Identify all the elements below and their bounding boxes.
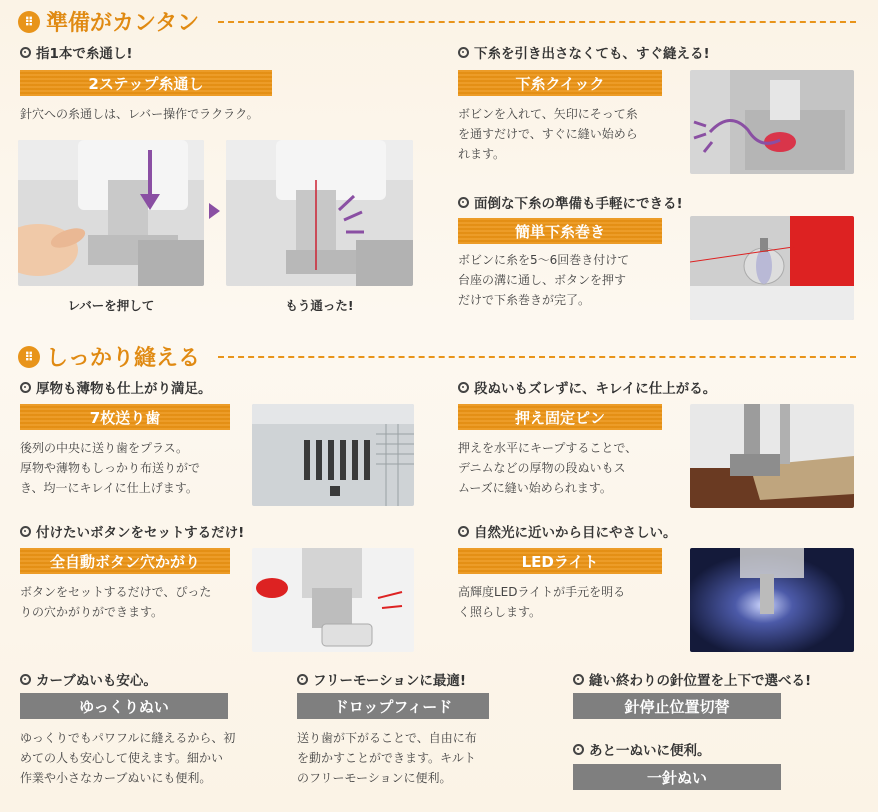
feature-label-foot-pin: 押え固定ピン <box>458 404 662 430</box>
feature-bullet-slow: カーブぬいも安心。 <box>20 669 157 689</box>
feature-label-buttonhole: 全自動ボタン穴かがり <box>20 548 230 574</box>
section-divider <box>218 21 856 23</box>
feature-bullet-bobbin-wind: 面倒な下糸の準備も手軽にできる! <box>458 192 683 212</box>
feature-bullet-buttonhole: 付けたいボタンをセットするだけ! <box>20 521 244 541</box>
section-title-prep: 準備がカンタン <box>46 11 200 36</box>
feature-label-led: LEDライト <box>458 548 662 574</box>
ring-bullet-icon <box>20 526 31 537</box>
photo-feed-dogs <box>252 404 414 506</box>
feature-bullet-drop-feed: フリーモーションに最適! <box>297 669 466 689</box>
ring-bullet-icon <box>297 674 308 685</box>
feature-label-bobbin-quick: 下糸クイック <box>458 70 662 96</box>
feature-bullet-foot-pin: 段ぬいもズレずに、キレイに仕上がる。 <box>458 377 716 397</box>
photo-lever-press <box>18 140 204 286</box>
feature-bullet-needle-stop: 縫い終わりの針位置を上下で選べる! <box>573 669 811 689</box>
ring-bullet-icon <box>20 47 31 58</box>
section-divider <box>218 356 856 358</box>
feature-desc-threading: 針穴への糸通しは、レバー操作でラクラク。 <box>20 107 259 121</box>
section-title-sew: しっかり縫える <box>46 346 201 371</box>
feature-desc-led: 高輝度LEDライトが手元を明る く照らします。 <box>458 585 626 619</box>
photo-bobbin-quick <box>690 70 854 174</box>
button-icon: ⠿ <box>18 346 40 368</box>
button-icon: ⠿ <box>18 11 40 33</box>
ring-bullet-icon <box>20 382 31 393</box>
feature-label-drop-feed: ドロップフィード <box>297 693 489 719</box>
ring-bullet-icon <box>458 197 469 208</box>
section-header-sew <box>18 341 200 372</box>
feature-label-threading: 2ステップ糸通し <box>20 70 272 96</box>
feature-bullet-feed-dogs: 厚物も薄物も仕上がり満足。 <box>20 377 212 397</box>
caption-lever: レバーを押して <box>67 298 155 313</box>
photo-foot-pin <box>690 404 854 508</box>
triangle-right-icon <box>209 203 220 219</box>
ring-bullet-icon <box>573 744 584 755</box>
photo-bobbin-wind <box>690 216 854 320</box>
feature-desc-foot-pin: 押えを水平にキープすることで、 デニムなどの厚物の段ぬいもス ムーズに縫い始められます。 <box>458 441 638 495</box>
feature-bullet-led: 自然光に近いから目にやさしい。 <box>458 521 677 541</box>
feature-desc-slow: ゆっくりでもパワフルに縫えるから、初 めての人も安心して使えます。細かい 作業や小さなカーブぬいにも便利。 <box>20 731 236 785</box>
feature-label-slow: ゆっくりぬい <box>20 693 228 719</box>
ring-bullet-icon <box>458 382 469 393</box>
feature-bullet-one-stitch: あと一ぬいに便利。 <box>573 739 711 759</box>
feature-desc-feed-dogs: 後列の中央に送り歯をプラス。 厚物や薄物もしっかり布送りがで き、均一にキレイに仕上げます。 <box>20 441 201 495</box>
feature-desc-drop-feed: 送り歯が下がることで、自由に布 を動かすことができます。キルト のフリーモーションに便利。 <box>297 731 477 785</box>
ring-bullet-icon <box>573 674 584 685</box>
feature-label-feed-dogs: 7枚送り歯 <box>20 404 230 430</box>
section-header-prep <box>18 6 199 37</box>
feature-bullet-bobbin-quick: 下糸を引き出さなくても、すぐ縫える! <box>458 42 710 62</box>
feature-desc-bobbin-quick: ボビンを入れて、矢印にそって糸 を通すだけで、すぐに縫い始めら れます。 <box>458 107 638 161</box>
feature-desc-buttonhole: ボタンをセットするだけで、ぴった りの穴かがりができます。 <box>20 585 212 619</box>
ring-bullet-icon <box>20 674 31 685</box>
feature-desc-bobbin-wind: ボビンに糸を5～6回巻き付けて 台座の溝に通し、ボタンを押す だけで下糸巻きが完了。 <box>458 253 630 307</box>
feature-label-needle-stop: 針停止位置切替 <box>573 693 781 719</box>
feature-bullet-threading: 指1本で糸通し! <box>20 42 133 62</box>
photo-buttonhole <box>252 548 414 652</box>
photo-led <box>690 548 854 652</box>
caption-threaded: もう通った! <box>285 298 354 313</box>
photo-threaded <box>226 140 413 286</box>
feature-label-one-stitch: 一針ぬい <box>573 764 781 790</box>
ring-bullet-icon <box>458 47 469 58</box>
ring-bullet-icon <box>458 526 469 537</box>
feature-label-bobbin-wind: 簡単下糸巻き <box>458 218 662 244</box>
